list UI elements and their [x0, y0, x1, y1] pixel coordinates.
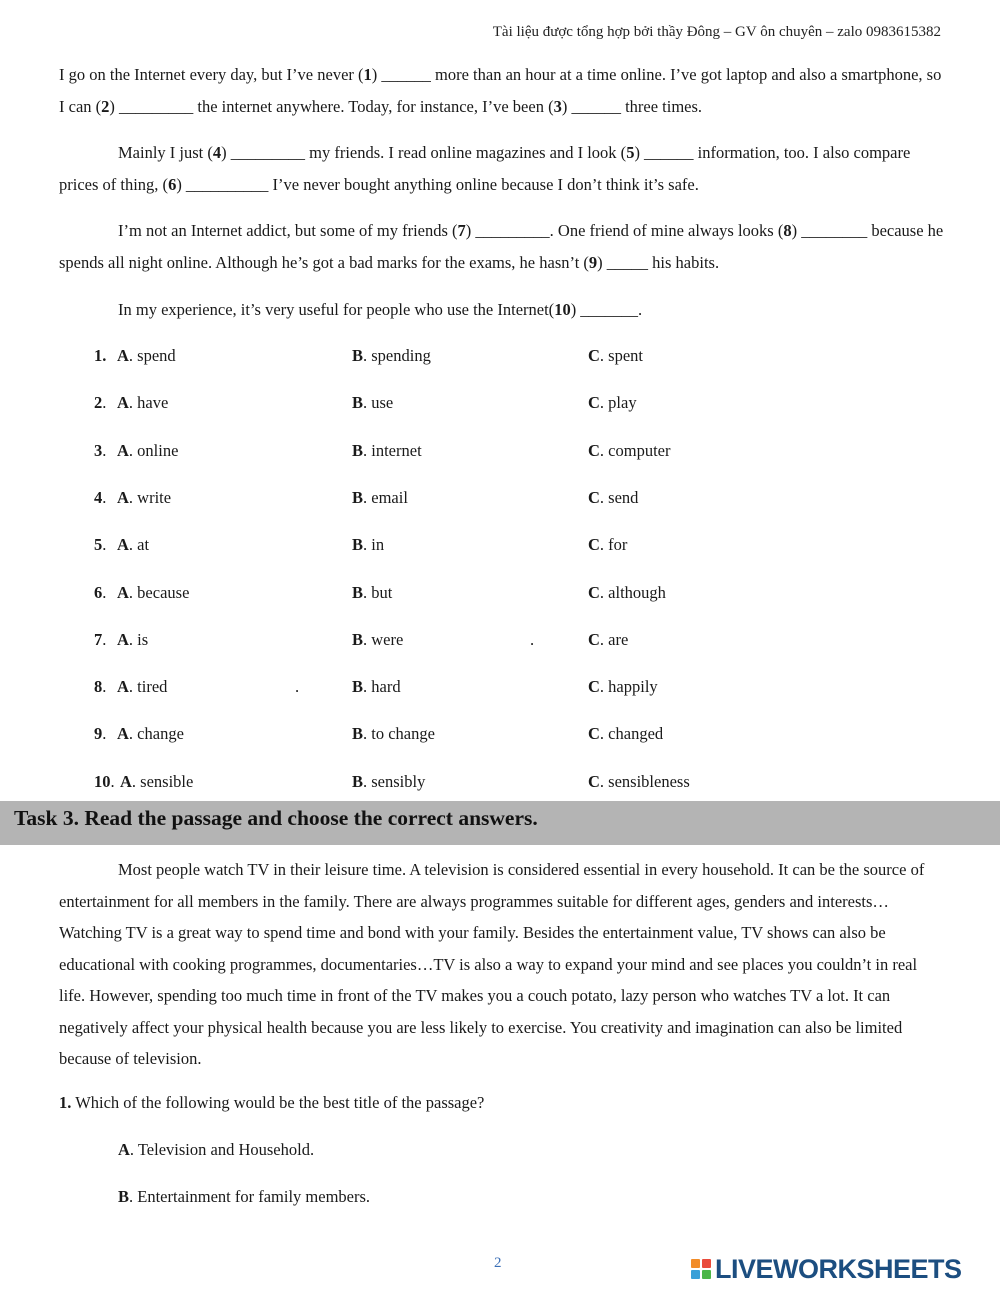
option-a[interactable]: A. have	[117, 393, 169, 413]
question-number: 3.	[94, 440, 107, 460]
question-row	[94, 535, 794, 559]
option-b[interactable]: B. sensibly	[352, 771, 426, 791]
option-b[interactable]: B. spending	[352, 346, 431, 365]
question-row	[94, 393, 794, 417]
question-number: 5.	[94, 535, 107, 555]
option-c[interactable]: C. computer	[588, 440, 671, 460]
passage-paragraph-3: I’m not an Internet addict, but some of my friends (7) _________. One friend of mine always looks (8) ________ because he spends all night online. Although he’s got a bad marks for the exams, he hasn’t (9) _____ his habits.	[59, 221, 944, 272]
option-c[interactable]: C. are	[588, 629, 629, 649]
question-number: 8.	[94, 677, 107, 697]
option-c[interactable]: C. send	[588, 487, 639, 507]
stray-dot: .	[530, 629, 535, 649]
option-b[interactable]: B. but	[352, 582, 393, 602]
option-c[interactable]: C. play	[588, 393, 637, 413]
option-a[interactable]: A. because	[117, 582, 190, 602]
option-a[interactable]: A. write	[117, 487, 172, 507]
question-row	[94, 441, 794, 465]
option-b[interactable]: B. in	[352, 535, 385, 555]
task3-option-a[interactable]: A. Television and Household.	[118, 1140, 315, 1159]
option-b[interactable]: B. were	[352, 629, 404, 649]
question-row	[94, 677, 794, 701]
option-c[interactable]: C. sensibleness	[588, 771, 690, 791]
question-number: 7.	[94, 629, 107, 649]
option-b[interactable]: B. use	[352, 393, 394, 413]
liveworksheets-logo-icon	[691, 1259, 711, 1279]
option-a[interactable]: A. spend	[117, 346, 176, 365]
option-c[interactable]: C. happily	[588, 677, 658, 697]
page-number: 2	[494, 1255, 502, 1271]
option-c[interactable]: C. changed	[588, 724, 664, 744]
option-c[interactable]: C. for	[588, 535, 628, 555]
option-b[interactable]: B. internet	[352, 440, 422, 460]
task3-question-1: 1. Which of the following would be the best title of the passage?	[59, 1093, 485, 1112]
task3-heading-bar	[0, 801, 1000, 845]
brand-name: LIVEWORKSHEETS	[715, 1253, 962, 1284]
question-number: 10.	[94, 771, 115, 791]
option-b[interactable]: B. hard	[352, 677, 401, 697]
passage-paragraph-2: Mainly I just (4) _________ my friends. I read online magazines and I look (5) ______ information, too. I also compare prices of thing, (6) __________ I’ve never bought anything online because I don’t think it’s safe.	[59, 143, 911, 194]
option-c[interactable]: C. spent	[588, 346, 644, 365]
question-row	[94, 346, 794, 370]
task3-option-b[interactable]: B. Entertainment for family members.	[118, 1187, 371, 1206]
option-c[interactable]: C. although	[588, 582, 666, 602]
option-a[interactable]: A. sensible	[120, 771, 194, 791]
option-a[interactable]: A. is	[117, 629, 149, 649]
option-a[interactable]: A. online	[117, 440, 179, 460]
option-b[interactable]: B. to change	[352, 724, 435, 744]
question-row	[94, 772, 794, 796]
question-number: 6.	[94, 582, 107, 602]
stray-dot: .	[295, 677, 300, 697]
question-number: 9.	[94, 724, 107, 744]
question-row	[94, 724, 794, 748]
task3-title: Task 3. Read the passage and choose the correct answers.	[14, 806, 538, 830]
passage-paragraph-1: I go on the Internet every day, but I’ve never (1) ______ more than an hour at a time online. I’ve got laptop and also a smartphone, so I can (2) _________ the internet anywhere. Today, for instance, I’ve been (3) ______ three times.	[59, 65, 942, 116]
question-number: 2.	[94, 393, 107, 413]
question-number: 1.	[94, 346, 107, 365]
question-number: 4.	[94, 487, 107, 507]
task3-passage: Most people watch TV in their leisure time. A television is considered essential in every household. It can be the source of entertainment for all members in the family. There are always programmes suitable for different ages, genders and interests… Watching TV is a great way to spend time and bond with your family. Besides the entertainment value, TV shows can also be educational with cooking programmes, documentaries…TV is also a way to expand your mind and see places you couldn’t in real life. However, spending too much time in front of the TV makes you a couch potato, lazy person who watches TV a lot. It can negatively affect your physical health because you are less likely to exercise. You creativity and imagination can also be limited because of television.	[59, 860, 925, 1068]
option-a[interactable]: A. change	[117, 724, 184, 744]
question-row	[94, 488, 794, 512]
page-header: Tài liệu được tổng hợp bởi thầy Đông – GV ôn chuyên – zalo 0983615382	[492, 24, 941, 40]
question-row	[94, 630, 794, 654]
option-a[interactable]: A. at	[117, 535, 150, 555]
option-b[interactable]: B. email	[352, 487, 408, 507]
question-row	[94, 583, 794, 607]
option-a[interactable]: A. tired	[117, 677, 168, 697]
passage-paragraph-4: In my experience, it’s very useful for people who use the Internet(10) _______.	[118, 300, 643, 319]
liveworksheets-logo	[691, 1253, 962, 1285]
